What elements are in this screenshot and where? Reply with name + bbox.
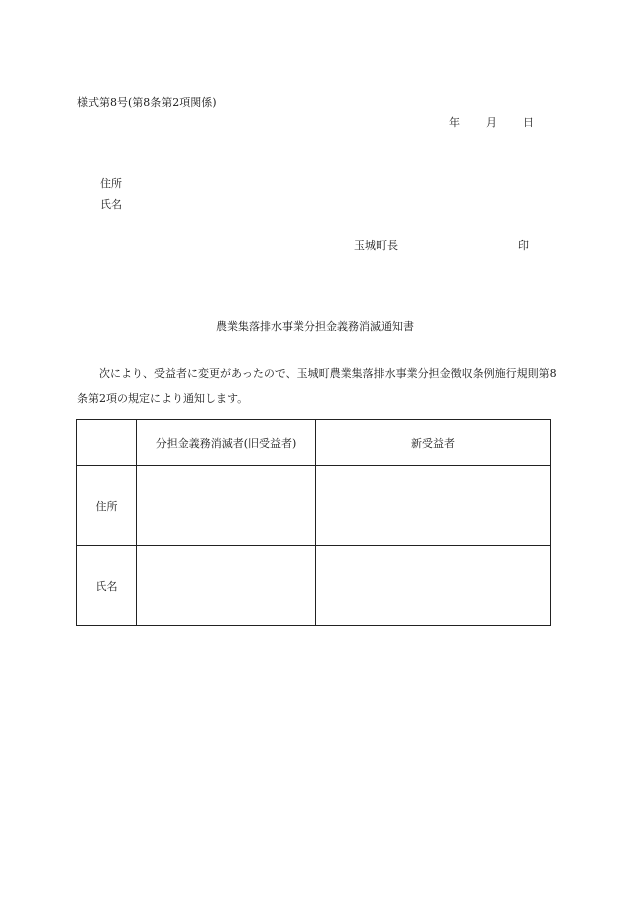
table-header-corner: [77, 420, 137, 466]
table-header-old-beneficiary: 分担金義務消滅者(旧受益者): [137, 420, 316, 466]
body-text: 次により、受益者に変更があったので、玉城町農業集落排水事業分担金徴収条例施行規則第8条第2項の規定により通知します。: [77, 367, 557, 405]
date-day: 日: [523, 116, 534, 129]
cell-new-address: [316, 466, 551, 546]
seal-mark: 印: [518, 239, 529, 252]
form-number: 様式第8号(第8条第2項関係): [77, 96, 217, 109]
cell-new-name: [316, 546, 551, 626]
change-table: [76, 419, 551, 626]
date-year: 年: [449, 116, 460, 129]
cell-old-address: [137, 466, 316, 546]
row-label-name: 氏名: [77, 546, 137, 626]
cell-old-name: [137, 546, 316, 626]
table-header-new-beneficiary: 新受益者: [316, 420, 551, 466]
date-line: [449, 117, 534, 128]
table-header-row: [77, 420, 551, 466]
recipient-name-label: 氏名: [100, 198, 122, 211]
recipient-address-label: 住所: [100, 177, 122, 190]
table-row-address: [77, 466, 551, 546]
body-paragraph: [77, 361, 557, 411]
issuer-title: 玉城町長: [354, 239, 398, 252]
table-row-name: [77, 546, 551, 626]
document-title: 農業集落排水事業分担金義務消滅通知書: [216, 320, 414, 333]
date-month: 月: [486, 116, 497, 129]
row-label-address: 住所: [77, 466, 137, 546]
